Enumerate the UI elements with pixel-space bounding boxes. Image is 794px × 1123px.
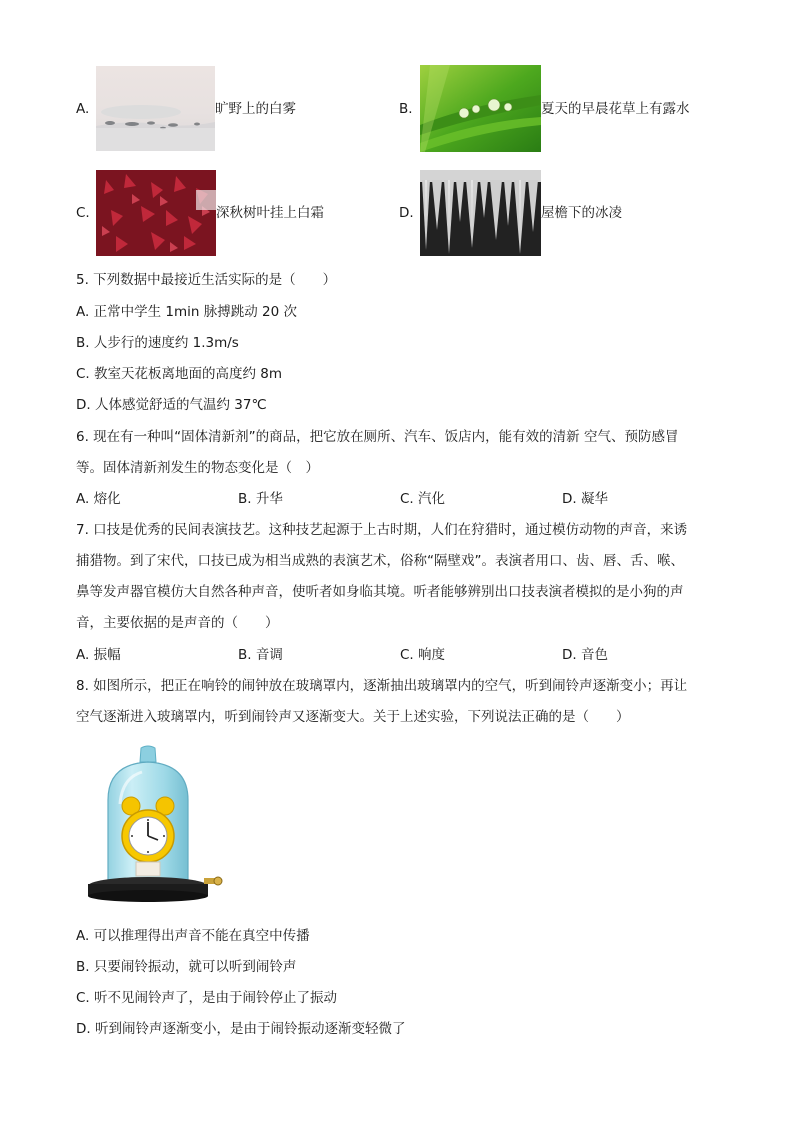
- q4-option-d-caption: 屋檐下的冰凌: [541, 205, 622, 221]
- q5-stem: 5. 下列数据中最接近生活实际的是（ ）: [76, 272, 337, 288]
- q8-option-b: B. 只要闹铃振动，就可以听到闹铃声: [76, 959, 297, 975]
- q6-option-d: D. 凝华: [562, 491, 608, 507]
- q8-stem-line1: 8. 如图所示，把正在响铃的闹钟放在玻璃罩内，逐渐抽出玻璃罩内的空气，听到闹铃声逐渐变小；再让: [76, 678, 688, 694]
- q7-stem-line3: 鼻等发声器官模仿大自然各种声音，使听者如身临其境。听者能够辨别出口技表演者模拟的是小狗的声: [76, 584, 684, 600]
- q7-option-a: A. 振幅: [76, 647, 121, 663]
- q6-stem-line1: 6. 现在有一种叫“固体清新剂”的商品，把它放在厕所、汽车、饭店内，能有效的清新 空气、预防感冒: [76, 429, 679, 445]
- q6-option-b: B. 升华: [238, 491, 283, 507]
- q6-stem-line2: 等。固体清新剂发生的物态变化是（ ）: [76, 460, 319, 476]
- q4-option-c-letter: C.: [76, 205, 90, 221]
- q5-option-a: A. 正常中学生 1min 脉搏跳动 20 次: [76, 304, 297, 320]
- q4-option-d-letter: D.: [399, 205, 414, 221]
- q4-option-b-caption: 夏天的早晨花草上有露水: [541, 101, 690, 117]
- q7-option-b: B. 音调: [238, 647, 283, 663]
- q4-option-a-letter: A.: [76, 101, 90, 117]
- q8-option-d: D. 听到闹铃声逐渐变小，是由于闹铃振动逐渐变轻微了: [76, 1021, 406, 1037]
- q7-stem-line1: 7. 口技是优秀的民间表演技艺。这种技艺起源于上古时期，人们在狩猎时，通过模仿动物的声音，来诱: [76, 522, 688, 538]
- white-fog-field-image: [96, 66, 215, 151]
- q6-option-a: A. 熔化: [76, 491, 121, 507]
- q4-option-a-caption: 旷野上的白雾: [215, 101, 296, 117]
- q5-option-d: D. 人体感觉舒适的气温约 37℃: [76, 397, 267, 413]
- q5-option-b: B. 人步行的速度约 1.3m/s: [76, 335, 239, 351]
- q8-option-c: C. 听不见闹铃声了，是由于闹铃停止了振动: [76, 990, 338, 1006]
- icicles-image: [420, 170, 541, 256]
- q5-option-c: C. 教室天花板离地面的高度约 8m: [76, 366, 283, 382]
- q4-option-b-letter: B.: [399, 101, 413, 117]
- q8-option-a: A. 可以推理得出声音不能在真空中传播: [76, 928, 310, 944]
- q7-stem-line2: 捕猎物。到了宋代，口技已成为相当成熟的表演艺术，俗称“隔壁戏”。表演者用口、齿、唇、舌、喉、: [76, 553, 684, 569]
- frost-red-leaves-image: [96, 170, 216, 256]
- q6-option-c: C. 汽化: [400, 491, 446, 507]
- dew-on-grass-image: [420, 65, 541, 152]
- q7-option-d: D. 音色: [562, 647, 608, 663]
- bell-jar-alarm-clock-image: [86, 744, 226, 904]
- q7-option-c: C. 响度: [400, 647, 446, 663]
- q4-option-c-caption: 深秋树叶挂上白霜: [216, 205, 324, 221]
- q7-stem-line4: 音，主要依据的是声音的（ ）: [76, 615, 279, 631]
- q8-stem-line2: 空气逐渐进入玻璃罩内，听到闹铃声又逐渐变大。关于上述实验，下列说法正确的是（ ）: [76, 709, 630, 725]
